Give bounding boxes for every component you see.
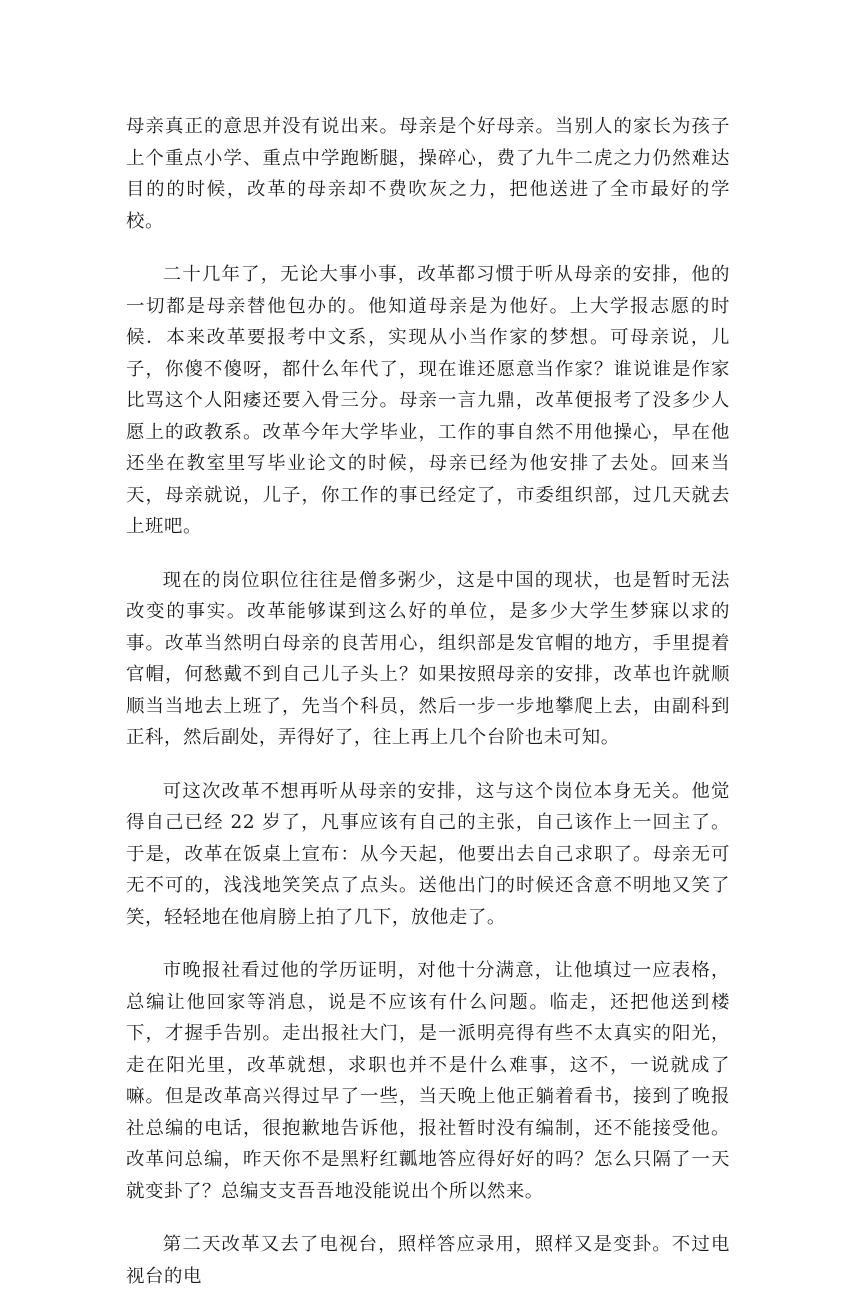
paragraph-3: 现在的岗位职位往往是僧多粥少，这是中国的现状，也是暂时无法改变的事实。改革能够谋到这么好的单位，是多少大学生梦寐以求的事。改革当然明白母亲的良苦用心，组织部是发官帽的地方，手里提着官帽，何愁戴不到自己儿子头上？如果按照母亲的安排，改革也许就顺顺当当地去上班了，先当个科员，然后一步一步地攀爬上去，由副科到正科，然后副处，弄得好了，往上再上几个台阶也未可知。 bbox=[126, 569, 730, 748]
paragraph-5: 市晚报社看过他的学历证明，对他十分满意，让他填过一应表格，总编让他回家等消息，说是不应该有什么问题。临走，还把他送到楼下，才握手告别。走出报社大门，是一派明亮得有些不太真实的阳光，走在阳光里，改革就想，求职也并不是什么难事，这不，一说就成了嘛。但是改革高兴得过早了一些，当天晚上他正躺着看书，接到了晚报社总编的电话，很抱歉地告诉他，报社暂时没有编制，还不能接受他。改革问总编，昨天你不是黑籽红瓤地答应得好好的吗？怎么只隔了一天就变卦了？总编支支吾吾地没能说出个所以然来。 bbox=[126, 960, 730, 1202]
paragraph-1: 母亲真正的意思并没有说出来。母亲是个好母亲。当别人的家长为孩子上个重点小学、重点中学跑断腿，操碎心，费了九牛二虎之力仍然难达目的的时候，改革的母亲却不费吹灰之力，把他送进了全市最好的学校。 bbox=[126, 116, 730, 232]
paragraph-4: 可这次改革不想再听从母亲的安排，这与这个岗位本身无关。他觉得自己已经 22 岁了，凡事应该有自己的主张，自己该作上一回主了。于是，改革在饭桌上宣布：从今天起，他要出去自己求职了。母亲无可无不可的，浅浅地笑笑点了点头。送他出门的时候还含意不明地又笑了笑，轻轻地在他肩膀上拍了几下，放他走了。 bbox=[126, 780, 730, 928]
paragraph-6: 第二天改革又去了电视台，照样答应录用，照样又是变卦。不过电视台的电 bbox=[126, 1234, 730, 1287]
paragraph-2: 二十几年了，无论大事小事，改革都习惯于听从母亲的安排，他的一切都是母亲替他包办的。他知道母亲是为他好。上大学报志愿的时候．本来改革要报考中文系，实现从小当作家的梦想。可母亲说，儿子，你傻不傻呀，都什么年代了，现在谁还愿意当作家？谁说谁是作家比骂这个人阳痿还要入骨三分。母亲一言九鼎，改革便报考了没多少人愿上的政教系。改革今年大学毕业，工作的事自然不用他操心，早在他还坐在教室里写毕业论文的时候，母亲已经为他安排了去处。回来当天，母亲就说，儿子，你工作的事已经定了，市委组织部，过几天就去上班吧。 bbox=[126, 264, 730, 537]
article-body bbox=[126, 111, 730, 1292]
